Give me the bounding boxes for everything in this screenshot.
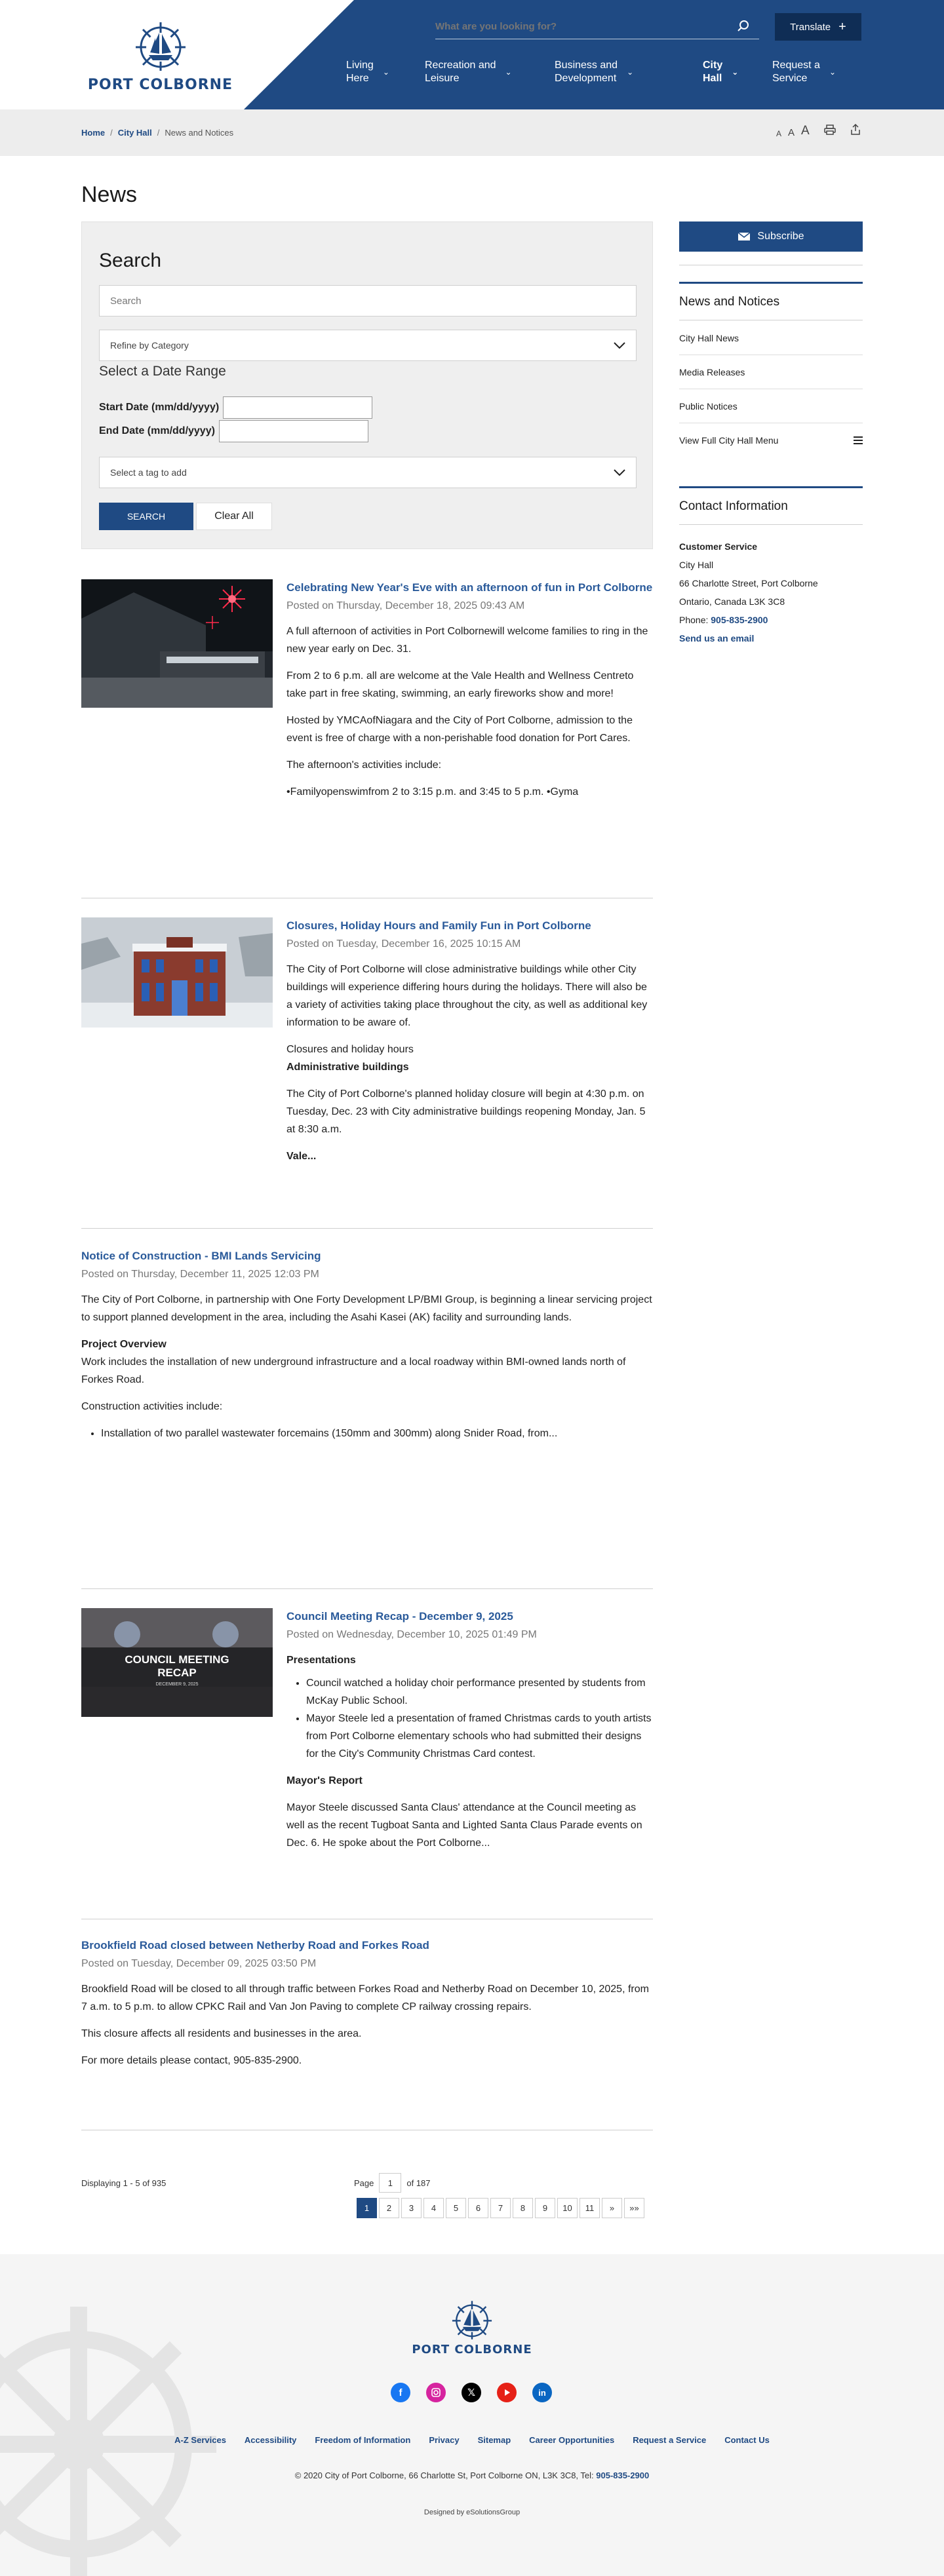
nav-business-development[interactable] bbox=[555, 56, 703, 88]
nav-label: Recreation and bbox=[425, 60, 496, 71]
plus-icon: + bbox=[838, 19, 846, 34]
site-footer bbox=[0, 2254, 944, 2576]
page-number-input[interactable]: 1 bbox=[379, 2173, 401, 2193]
news-item bbox=[81, 579, 653, 887]
sidebar-link-public-notices[interactable] bbox=[679, 389, 863, 423]
news-divider bbox=[81, 1588, 653, 1589]
footer-link-foi[interactable]: Freedom of Information bbox=[315, 2435, 411, 2445]
end-date-row bbox=[99, 420, 368, 442]
nav-label: Leisure bbox=[425, 73, 460, 84]
nav-label: Development bbox=[555, 73, 617, 84]
sidebar-link-label: Public Notices bbox=[679, 400, 738, 412]
contact-address-2: Ontario, Canada L3K 3C8 bbox=[679, 596, 785, 607]
page-link[interactable]: 6 bbox=[468, 2198, 488, 2218]
copyright-text: © 2020 City of Port Colborne, 66 Charlotte St, Port Colborne ON, L3K 3C8, Tel: bbox=[294, 2470, 594, 2480]
breadcrumb-home[interactable]: Home bbox=[81, 128, 106, 138]
news-title-link[interactable]: Closures, Holiday Hours and Family Fun in Port Colborne bbox=[286, 919, 591, 932]
footer-logo[interactable] bbox=[405, 2299, 539, 2356]
search-icon[interactable] bbox=[737, 20, 750, 36]
news-title-link[interactable]: Council Meeting Recap - December 9, 2025 bbox=[286, 1610, 513, 1623]
chevron-down-icon: ⌄ bbox=[627, 67, 634, 77]
category-select[interactable] bbox=[99, 330, 637, 361]
breadcrumb-separator: / bbox=[157, 128, 160, 138]
tag-select-label: Select a tag to add bbox=[110, 467, 187, 478]
page-link[interactable]: 5 bbox=[446, 2198, 466, 2218]
nav-label: Hall bbox=[703, 73, 722, 84]
page-indicator bbox=[354, 2173, 431, 2193]
breadcrumb bbox=[81, 128, 233, 138]
nav-label: Service bbox=[772, 73, 808, 84]
text-size-small[interactable]: A bbox=[776, 129, 782, 138]
nav-living-here[interactable] bbox=[346, 56, 425, 88]
news-paragraph: •Familyopenswimfrom 2 to 3:15 p.m. and 3:45 to 5 p.m. •Gyma bbox=[286, 786, 579, 798]
sidebar-link-label: City Hall News bbox=[679, 332, 739, 343]
page-link[interactable]: 3 bbox=[401, 2198, 422, 2218]
news-body bbox=[286, 1608, 653, 1861]
news-list bbox=[306, 1674, 653, 1763]
news-item bbox=[81, 917, 653, 1219]
contact-phone-link[interactable]: 905-835-2900 bbox=[711, 615, 768, 625]
sidebar-link-label: View Full City Hall Menu bbox=[679, 435, 779, 446]
news-search-panel bbox=[81, 221, 653, 549]
site-header bbox=[0, 0, 944, 109]
news-item bbox=[81, 1608, 653, 1883]
contact-phone-label: Phone: bbox=[679, 615, 709, 625]
page-link[interactable]: 8 bbox=[513, 2198, 533, 2218]
site-search bbox=[435, 14, 759, 39]
share-icon[interactable] bbox=[850, 124, 861, 138]
news-paragraph: Hosted by YMCAofNiagara and the City of Port Colborne, admission to the event is free of charge with a non-perishable food donation for Port Cares. bbox=[286, 715, 633, 744]
news-paragraph: Construction activities include: bbox=[81, 1401, 223, 1412]
contact-info bbox=[679, 537, 863, 647]
chevron-down-icon bbox=[614, 469, 625, 476]
council-recap-image bbox=[81, 1608, 273, 1717]
news-subheading: Project Overview bbox=[81, 1339, 167, 1350]
page-tools bbox=[776, 124, 861, 138]
chevron-down-icon bbox=[614, 342, 625, 349]
breadcrumb-separator: / bbox=[110, 128, 113, 138]
start-date-input[interactable] bbox=[223, 396, 372, 419]
footer-link-privacy[interactable]: Privacy bbox=[429, 2435, 460, 2445]
page-link[interactable]: 4 bbox=[423, 2198, 444, 2218]
search-button[interactable]: SEARCH bbox=[99, 503, 193, 530]
nav-label: Here bbox=[346, 73, 369, 84]
linkedin-icon[interactable]: in bbox=[532, 2383, 552, 2402]
ship-wheel-logo-icon bbox=[129, 20, 192, 71]
news-paragraph: The City of Port Colborne, in partnership with One Forty Development LP/BMI Group, is beginning a linear servicing project to support planned development in the area, including the Asahi Kasei (AK) facility and surrounding lands. bbox=[81, 1294, 652, 1323]
nav-request-service[interactable] bbox=[772, 56, 871, 88]
news-item bbox=[81, 1248, 653, 1471]
hamburger-menu-icon bbox=[854, 436, 863, 444]
site-search-input[interactable] bbox=[435, 14, 724, 38]
start-date-row bbox=[99, 396, 372, 419]
translate-label: Translate bbox=[790, 21, 831, 33]
sidebar-link-media-releases[interactable] bbox=[679, 355, 863, 389]
date-range-title: Select a Date Range bbox=[99, 364, 226, 379]
contact-name: Customer Service bbox=[679, 541, 758, 552]
nav-label: Request a bbox=[772, 60, 820, 71]
contact-email-link[interactable]: Send us an email bbox=[679, 633, 755, 644]
page-title: News bbox=[81, 182, 138, 207]
text-size-large[interactable]: A bbox=[801, 124, 810, 138]
page-link[interactable]: 9 bbox=[535, 2198, 555, 2218]
footer-phone-link[interactable]: 905-835-2900 bbox=[596, 2470, 650, 2480]
contact-address-1: 66 Charlotte Street, Port Colborne bbox=[679, 578, 818, 588]
results-count: Displaying 1 - 5 of 935 bbox=[81, 2178, 167, 2188]
page-label: Page bbox=[354, 2178, 374, 2188]
news-date: Posted on Thursday, December 18, 2025 09:43 AM bbox=[286, 600, 525, 611]
chevron-down-icon: ⌄ bbox=[829, 67, 836, 77]
print-icon[interactable] bbox=[824, 125, 836, 138]
footer-links bbox=[0, 2435, 944, 2445]
sidebar-link-city-hall-news[interactable] bbox=[679, 321, 863, 355]
thumb-date: DECEMBER 9, 2025 bbox=[155, 1682, 199, 1687]
news-list-item: • Mayor Steele led a presentation of framed Christmas cards to youth artists from Port Colborne elementary schools who had submitted their designs for the City's Community Christmas Card contest. bbox=[306, 1710, 653, 1763]
breadcrumb-city-hall[interactable]: City Hall bbox=[117, 128, 152, 138]
news-paragraph: Closures and holiday hours bbox=[286, 1044, 414, 1055]
page-link[interactable]: 11 bbox=[580, 2198, 600, 2218]
end-date-input[interactable] bbox=[219, 420, 368, 442]
subscribe-label: Subscribe bbox=[757, 231, 804, 242]
designed-by[interactable]: Designed by eSolutionsGroup bbox=[423, 2509, 521, 2516]
news-item bbox=[81, 1937, 653, 2114]
sidebar-news-heading: News and Notices bbox=[679, 295, 780, 309]
next-page-link[interactable]: » bbox=[602, 2198, 622, 2218]
contact-org: City Hall bbox=[679, 560, 714, 570]
sidebar-link-label: Media Releases bbox=[679, 366, 745, 377]
footer-logo-text: PORT COLBORNE bbox=[412, 2343, 532, 2356]
page-link[interactable]: 1 bbox=[357, 2198, 377, 2218]
ship-wheel-logo-icon bbox=[447, 2299, 497, 2339]
footer-link-contact[interactable]: Contact Us bbox=[724, 2435, 770, 2445]
sidebar-divider bbox=[679, 524, 863, 525]
main-nav bbox=[346, 56, 871, 88]
logo-text: PORT COLBORNE bbox=[87, 77, 233, 93]
news-thumbnail-council-recap[interactable] bbox=[81, 1608, 273, 1717]
page-total: of 187 bbox=[406, 2178, 431, 2188]
tag-select[interactable] bbox=[99, 457, 637, 488]
news-date: Posted on Tuesday, December 09, 2025 03:50 PM bbox=[81, 1958, 317, 1969]
youtube-icon[interactable] bbox=[497, 2383, 517, 2402]
sidebar-rule bbox=[679, 486, 863, 488]
news-thumbnail-fireworks[interactable] bbox=[81, 579, 273, 708]
news-paragraph: This closure affects all residents and businesses in the area. bbox=[81, 2028, 362, 2039]
nav-label: City bbox=[703, 60, 723, 71]
site-logo[interactable] bbox=[80, 20, 241, 93]
news-paragraph: Mayor Steele discussed Santa Claus' attendance at the Council meeting as well as the recent Tugboat Santa and Lighted Santa Claus Parade events on Dec. 6. He spoke about the Port Colborne... bbox=[286, 1802, 642, 1849]
end-date-label: End Date (mm/dd/yyyy) bbox=[99, 425, 215, 436]
nav-label: Business and bbox=[555, 60, 618, 71]
search-title: Search bbox=[99, 250, 162, 271]
news-paragraph: For more details please contact, 905-835-2900. bbox=[81, 2055, 302, 2066]
pagination bbox=[357, 2198, 644, 2218]
footer-link-az-services[interactable]: A-Z Services bbox=[174, 2435, 226, 2445]
sidebar-link-full-menu[interactable] bbox=[679, 423, 863, 457]
sidebar-rule bbox=[679, 282, 863, 284]
nav-label: Living bbox=[346, 60, 374, 71]
thumb-title-line-2: RECAP bbox=[157, 1666, 197, 1679]
news-date: Posted on Tuesday, December 16, 2025 10:15 AM bbox=[286, 938, 521, 950]
footer-link-request-service[interactable]: Request a Service bbox=[633, 2435, 707, 2445]
translate-button[interactable] bbox=[775, 13, 861, 41]
thumb-title-line-1: COUNCIL MEETING bbox=[125, 1653, 229, 1666]
news-subheading: Mayor's Report bbox=[286, 1775, 363, 1786]
news-date: Posted on Thursday, December 11, 2025 12:03 PM bbox=[81, 1269, 319, 1280]
breadcrumb-bar bbox=[0, 109, 944, 156]
news-title-link[interactable]: Notice of Construction - BMI Lands Servicing bbox=[81, 1250, 321, 1262]
news-paragraph: From 2 to 6 p.m. all are welcome at the Vale Health and Wellness Centreto take part in free skating, swimming, an early fireworks show and more! bbox=[286, 670, 634, 699]
news-list-item: • Installation of two parallel wastewater forcemains (150mm and 300mm) along Snider Road, from... bbox=[101, 1425, 653, 1442]
news-paragraph: Work includes the installation of new underground infrastructure and a local roadway within BMI-owned lands north of Forkes Road. bbox=[81, 1356, 626, 1385]
start-date-label: Start Date (mm/dd/yyyy) bbox=[99, 402, 220, 413]
news-title-link[interactable]: Brookfield Road closed between Netherby Road and Forkes Road bbox=[81, 1939, 429, 1951]
news-title-link[interactable]: Celebrating New Year's Eve with an afternoon of fun in Port Colborne bbox=[286, 581, 653, 594]
chevron-down-icon: ⌄ bbox=[732, 67, 739, 77]
page-link[interactable]: 10 bbox=[557, 2198, 578, 2218]
news-body bbox=[286, 579, 653, 810]
subscribe-button[interactable] bbox=[679, 221, 863, 252]
news-paragraph: The City of Port Colborne's planned holiday closure will begin at 4:30 p.m. on Tuesday, Dec. 23 with City administrative buildings reopening Monday, Jan. 5 at 8:30 a.m. bbox=[286, 1088, 646, 1135]
text-size-medium[interactable]: A bbox=[788, 127, 795, 138]
news-body bbox=[286, 917, 653, 1165]
news-subheading: Administrative buildings bbox=[286, 1062, 409, 1073]
footer-link-accessibility[interactable]: Accessibility bbox=[244, 2435, 297, 2445]
news-subheading: Presentations bbox=[286, 1655, 356, 1666]
copyright bbox=[0, 2470, 944, 2480]
facebook-icon[interactable]: f bbox=[391, 2383, 410, 2402]
contact-heading: Contact Information bbox=[679, 499, 788, 513]
last-page-link[interactable]: »» bbox=[624, 2198, 644, 2218]
envelope-icon bbox=[738, 232, 751, 241]
social-links bbox=[391, 2383, 552, 2402]
news-paragraph: The afternoon's activities include: bbox=[286, 759, 442, 771]
x-twitter-icon[interactable]: 𝕏 bbox=[462, 2383, 481, 2402]
chevron-down-icon: ⌄ bbox=[382, 67, 389, 77]
clear-all-button[interactable]: Clear All bbox=[196, 503, 272, 530]
chevron-down-icon: ⌄ bbox=[505, 67, 512, 77]
news-date: Posted on Wednesday, December 10, 2025 01:49 PM bbox=[286, 1629, 537, 1640]
nav-recreation-leisure[interactable] bbox=[425, 56, 555, 88]
news-body bbox=[81, 1937, 653, 2079]
footer-link-sitemap[interactable]: Sitemap bbox=[477, 2435, 511, 2445]
category-select-label: Refine by Category bbox=[110, 340, 189, 351]
news-paragraph: Brookfield Road will be closed to all through traffic between Forkes Road and Netherby Road on December 10, 2025, from 7 a.m. to 5 p.m. to allow CPKC Rail and Van Jon Paving to complete CP railway crossing repairs. bbox=[81, 1984, 649, 2012]
breadcrumb-current: News and Notices bbox=[165, 128, 234, 138]
news-paragraph: A full afternoon of activities in Port Colbornewill welcome families to ring in the new year early on Dec. 31. bbox=[286, 626, 648, 655]
news-search-input[interactable] bbox=[99, 285, 637, 317]
page-link[interactable]: 2 bbox=[379, 2198, 399, 2218]
news-more: Vale... bbox=[286, 1151, 317, 1162]
nav-city-hall[interactable] bbox=[703, 56, 772, 88]
page-link[interactable]: 7 bbox=[490, 2198, 511, 2218]
footer-link-careers[interactable]: Career Opportunities bbox=[529, 2435, 615, 2445]
news-list bbox=[101, 1425, 653, 1442]
news-list-item: • Council watched a holiday choir performance presented by students from McKay Public School. bbox=[306, 1674, 653, 1710]
news-thumbnail-building[interactable] bbox=[81, 917, 273, 1028]
news-body bbox=[81, 1248, 653, 1451]
news-divider bbox=[81, 1228, 653, 1229]
instagram-icon[interactable] bbox=[426, 2383, 446, 2402]
news-paragraph: The City of Port Colborne will close administrative buildings while other City buildings will experience differing hours during the holidays. There will also be a variety of activities taking place throughout the city, as well as additional key information to be aware of. bbox=[286, 964, 648, 1028]
